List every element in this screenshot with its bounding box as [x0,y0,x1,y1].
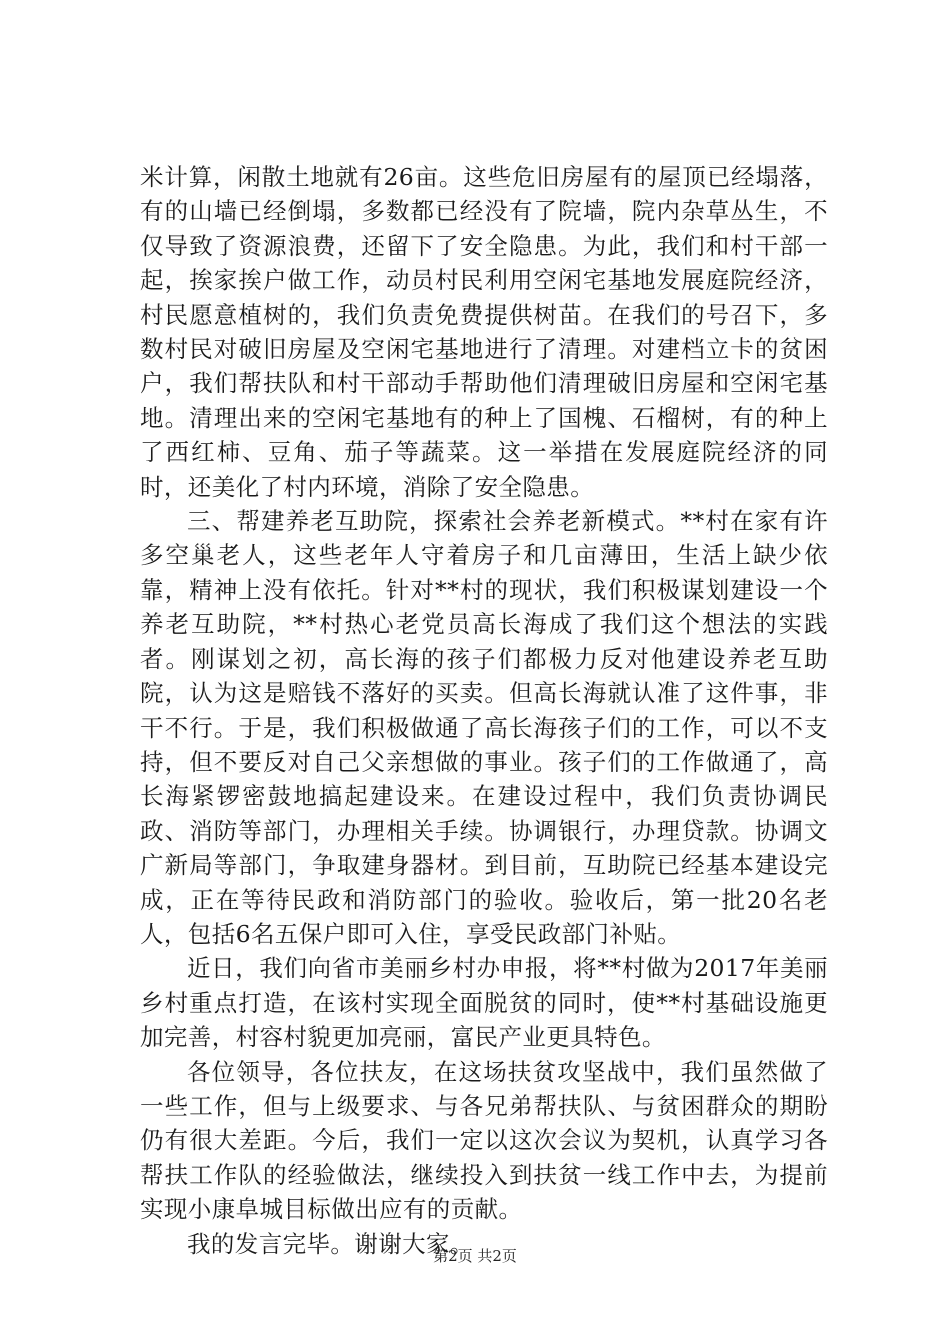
paragraph-continuation: 米计算，闲散土地就有26亩。这些危旧房屋有的屋顶已经塌落，有的山墙已经倒塌，多数都已经没有了院墙，院内杂草丛生，不仅导致了资源浪费，还留下了安全隐患。为此，我们和村干部一起，挨家挨户做工作，动员村民利用空闲宅基地发展庭院经济，村民愿意植树的，我们负责免费提供树苗。在我们的号召下，多数村民对破旧房屋及空闲宅基地进行了清理。对建档立卡的贫困户，我们帮扶队和村干部动手帮助他们清理破旧房屋和空闲宅基地。清理出来的空闲宅基地有的种上了国槐、石榴树，有的种上了西红柿、豆角、茄子等蔬菜。这一举措在发展庭院经济的同时，还美化了村内环境，消除了安全隐患。 [140,163,828,501]
paragraph-closing-remarks: 各位领导，各位扶友，在这场扶贫攻坚战中，我们虽然做了一些工作，但与上级要求、与各兄弟帮扶队、与贫困群众的期盼仍有很大差距。今后，我们一定以这次会议为契机，认真学习各帮扶工作队的经验做法，继续投入到扶贫一线工作中去，为提前实现小康阜城目标做出应有的贡献。 [140,1057,828,1224]
paragraph-elderly-mutual-aid: 三、帮建养老互助院，探索社会养老新模式。**村在家有许多空巢老人，这些老年人守着房子和几亩薄田，生活上缺少依靠，精神上没有依托。针对**村的现状，我们积极谋划建设一个养老互助院，**村热心老党员高长海成了我们这个想法的实践者。刚谋划之初，高长海的孩子们都极力反对他建设养老互助院，认为这是赔钱不落好的买卖。但高长海就认准了这件事，非干不行。于是，我们积极做通了高长海孩子们的工作，可以不支持，但不要反对自己父亲想做的事业。孩子们的工作做通了，高长海紧锣密鼓地搞起建设来。在建设过程中，我们负责协调民政、消防等部门，办理相关手续。协调银行，办理贷款。协调文广新局等部门，争取建身器材。到目前，互助院已经基本建设完成，正在等待民政和消防部门的验收。验收后，第一批20名老人，包括6名五保户即可入住，享受民政部门补贴。 [140,507,828,948]
document-body [140,160,828,1261]
paragraph-thanks: 我的发言完毕。谢谢大家。 [187,1229,474,1258]
page-number-footer: 第2页 共2页 [433,1247,517,1265]
paragraph-beautiful-village: 近日，我们向省市美丽乡村办申报，将**村做为2017年美丽乡村重点打造，在该村实现全面脱贫的同时，使**村基础设施更加完善，村容村貌更加亮丽，富民产业更具特色。 [140,954,828,1052]
